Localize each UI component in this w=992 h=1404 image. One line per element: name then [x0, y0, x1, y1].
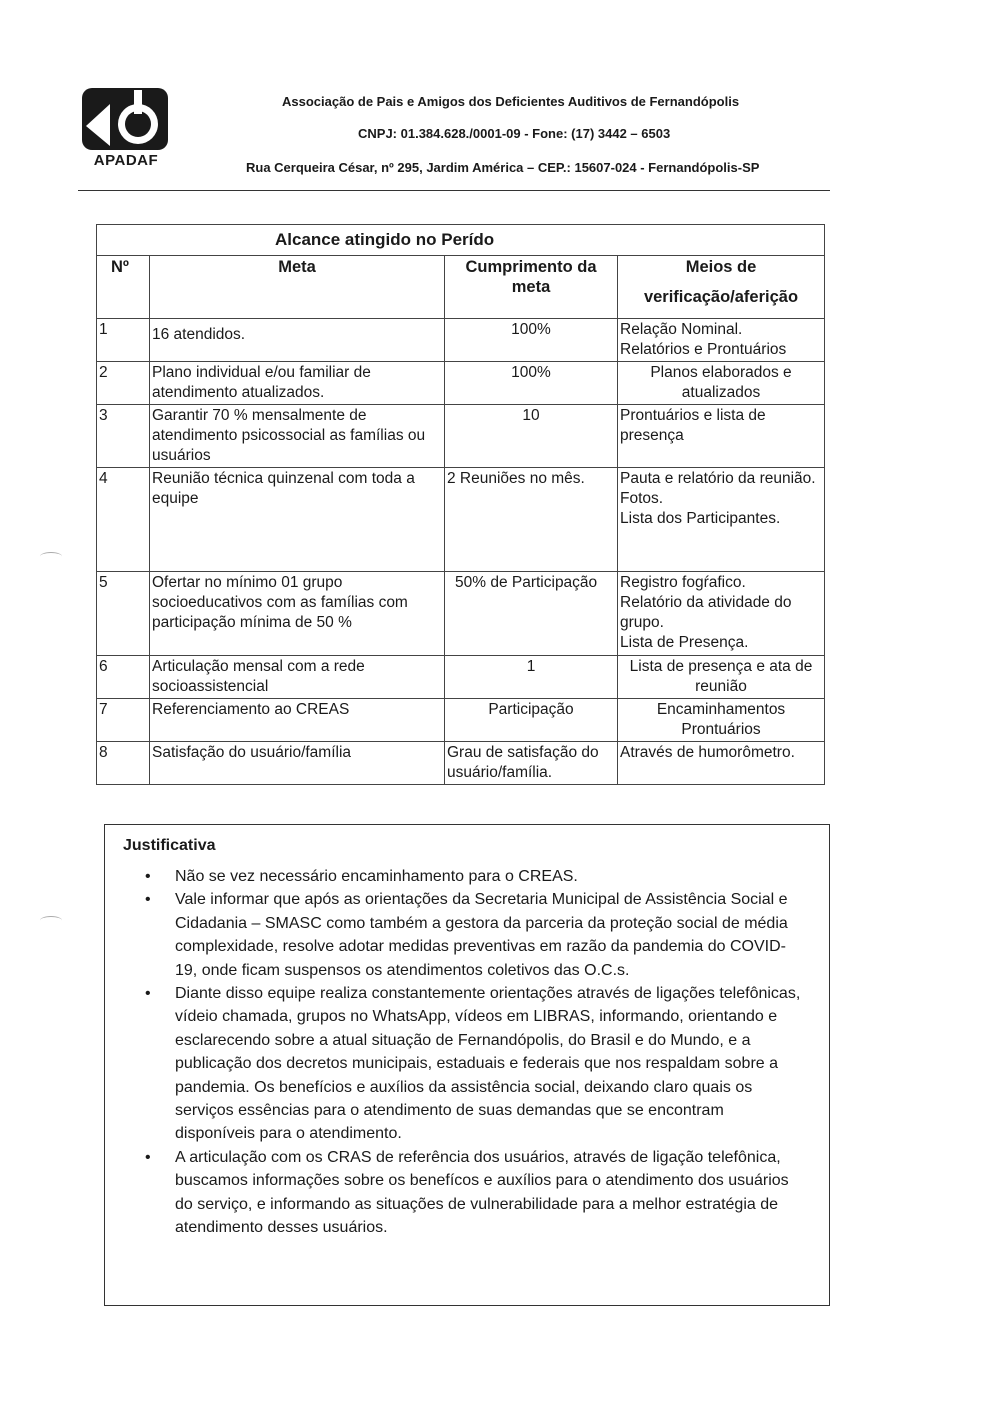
apadaf-logo [80, 86, 172, 176]
logo-text: APADAF [93, 152, 159, 169]
row-meta: Garantir 70 % mensalmente de atendimento psicossocial as famílias ou usuários [150, 405, 445, 468]
row-meta: Referenciamento ao CREAS [150, 699, 445, 742]
goals-table [96, 224, 825, 785]
list-item-text: A articulação com os CRAS de referência dos usuários, através de ligação telefônica, buscamos informações sobre os benefícos e auxílios para o atendimento dos usuários do serviço, e informando as situações de vulnerabilidade para a melhor estratégia de atendimento desses usuários. [175, 1148, 789, 1237]
list-item [145, 982, 805, 1146]
row-num: 8 [97, 742, 150, 785]
cnpj-phone: CNPJ: 01.384.628./0001-09 - Fone: (17) 3442 – 6503 [358, 126, 671, 141]
row-num: 2 [97, 362, 150, 405]
row-cumprimento: 100% [445, 362, 618, 405]
table-row [97, 468, 825, 572]
punch-mark [40, 916, 62, 925]
row-cumprimento: 10 [445, 405, 618, 468]
bullet-icon: • [145, 891, 151, 909]
table-row [97, 699, 825, 742]
justificativa-box [104, 824, 830, 1306]
row-cumprimento: Participação [445, 699, 618, 742]
row-cumprimento: Grau de satisfação do usuário/família. [445, 742, 618, 785]
row-cumprimento: 1 [445, 656, 618, 699]
row-meta: 16 atendidos. [150, 319, 445, 362]
row-meios: Pauta e relatório da reunião. Fotos. Lista dos Participantes. [618, 468, 825, 572]
header-meios-line1: Meios de [685, 258, 757, 276]
row-meta: Satisfação do usuário/família [150, 742, 445, 785]
address: Rua Cerqueira César, nº 295, Jardim América – CEP.: 15607-024 - Fernandópolis-SP [246, 160, 760, 175]
list-item-text: Não se vez necessário encaminhamento para o CREAS. [175, 868, 578, 885]
justificativa-title: Justificativa [123, 837, 216, 854]
row-num: 1 [97, 319, 150, 362]
header-meios [618, 256, 825, 319]
bullet-icon: • [145, 985, 151, 1003]
table-row [97, 319, 825, 362]
justificativa-list [145, 865, 805, 1240]
row-num: 5 [97, 572, 150, 656]
header-divider [78, 190, 830, 191]
header-cumprimento: Cumprimento da meta [445, 256, 618, 319]
row-num: 4 [97, 468, 150, 572]
table-row [97, 405, 825, 468]
table-row [97, 362, 825, 405]
row-meta: Plano individual e/ou familiar de atendimento atualizados. [150, 362, 445, 405]
punch-mark [40, 552, 62, 561]
row-cumprimento: 100% [445, 319, 618, 362]
list-item [145, 1146, 805, 1240]
row-num: 6 [97, 656, 150, 699]
row-meta: Ofertar no mínimo 01 grupo socioeducativos com as famílias com participação mínima de 50 % [150, 572, 445, 656]
row-meios: Planos elaborados e atualizados [618, 362, 825, 405]
org-name: Associação de Pais e Amigos dos Deficientes Auditivos de Fernandópolis [282, 94, 740, 109]
list-item [145, 888, 805, 982]
list-item-text: Diante disso equipe realiza constantemente orientações através de ligações telefônicas, vídeio chamada, grupos no WhatsApp, vídeos em LIBRAS, informando, orientando e esclarecendo sobre a atual situação de Fernandópolis, do Brasil e do Mundo, e a publicação dos decretos municipais, estaduais e federais que nos respaldam sobre a pandemia. Os benefícios e auxílios da assistência social, deixando claro quais os serviços essências para o atendimento de suas demandas que se encontram disponíveis para o atendimento. [175, 985, 801, 1143]
row-num: 3 [97, 405, 150, 468]
bullet-icon: • [145, 1148, 151, 1166]
row-meios: Encaminhamentos Prontuários [618, 699, 825, 742]
list-item-text: Vale informar que após as orientações da Secretaria Municipal de Assistência Social e Cidadania – SMASC como também a gestora da parceria da proteção social de média complexidade, resolve adotar medidas preventivas em razão da pandemia do COVID-19, onde ficam suspensos os atendimentos coletivos das O.C.s. [175, 891, 788, 979]
row-meta: Reunião técnica quinzenal com toda a equipe [150, 468, 445, 572]
ear-logo-icon [80, 86, 172, 152]
header-meta: Meta [150, 256, 445, 319]
row-cumprimento: 50% de Participação [445, 572, 618, 656]
header-num: Nº [97, 256, 150, 319]
row-meios: Lista de presença e ata de reunião [618, 656, 825, 699]
row-num: 7 [97, 699, 150, 742]
row-meios: Através de humorômetro. [618, 742, 825, 785]
row-meta: Articulação mensal com a rede socioassistencial [150, 656, 445, 699]
row-meios: Registro fogŕafico. Relatório da atividade do grupo. Lista de Presença. [618, 572, 825, 656]
row-meios: Relação Nominal. Relatórios e Prontuários [618, 319, 825, 362]
table-row [97, 742, 825, 785]
table-title: Alcance atingido no Perído [97, 225, 825, 256]
header-meios-line2: verificação/aferição [643, 288, 799, 306]
table-row [97, 656, 825, 699]
row-cumprimento: 2 Reuniões no mês. [445, 468, 618, 572]
list-item [145, 865, 805, 888]
table-row [97, 572, 825, 656]
row-meios: Prontuários e lista de presença [618, 405, 825, 468]
bullet-icon: • [145, 868, 151, 885]
